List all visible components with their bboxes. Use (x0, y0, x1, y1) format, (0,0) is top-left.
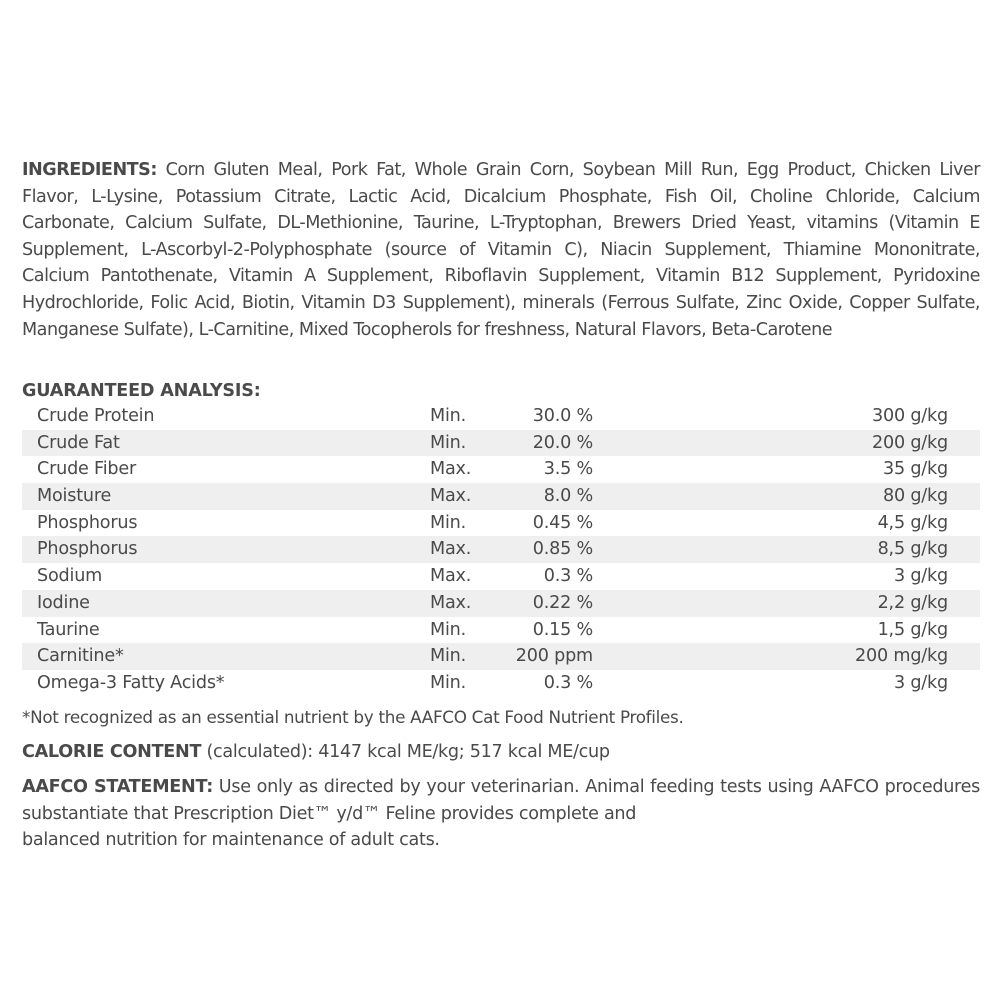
ingredients-paragraph (22, 157, 980, 343)
nutrient-metric: 200 g/kg (871, 432, 948, 453)
nutrient-metric: 3 g/kg (893, 672, 948, 693)
table-row (22, 617, 980, 644)
guaranteed-analysis-heading: GUARANTEED ANALYSIS: (22, 381, 261, 401)
nutrient-metric: 4,5 g/kg (877, 512, 948, 533)
ingredients-label: INGREDIENTS: (22, 160, 157, 180)
nutrient-name: Crude Fiber (37, 459, 137, 480)
nutrient-metric: 200 mg/kg (855, 646, 948, 667)
nutrient-percent: 8.0 % (543, 486, 593, 507)
nutrient-limit: Max. (430, 459, 472, 480)
calorie-content-label: CALORIE CONTENT (22, 742, 202, 762)
nutrient-metric: 35 g/kg (882, 459, 948, 480)
nutrient-percent: 0.85 % (532, 539, 593, 560)
nutrient-percent: 0.3 % (543, 566, 593, 587)
calorie-content-value: 4147 kcal ME/kg; 517 kcal ME/cup (312, 742, 610, 762)
nutrient-name: Moisture (37, 486, 112, 507)
nutrient-limit: Min. (430, 672, 467, 693)
table-row (22, 456, 980, 483)
footnote: *Not recognized as an essential nutrient by the AAFCO Cat Food Nutrient Profiles. (22, 707, 684, 727)
nutrient-name: Crude Protein (37, 406, 155, 426)
table-row (22, 430, 980, 457)
nutrient-metric: 8,5 g/kg (877, 539, 948, 560)
nutrient-limit: Max. (430, 539, 472, 560)
table-row (22, 590, 980, 617)
calorie-content-qualifier: (calculated): (201, 742, 313, 762)
nutrient-name: Sodium (37, 566, 103, 587)
table-row (22, 403, 980, 430)
nutrient-limit: Max. (430, 592, 472, 613)
table-row (22, 643, 980, 670)
aafco-statement (22, 774, 980, 854)
table-row (22, 670, 980, 697)
aafco-statement-last-line: balanced nutrition for maintenance of adult cats. (22, 830, 440, 851)
nutrient-percent: 3.5 % (543, 459, 593, 480)
nutrient-limit: Min. (430, 646, 467, 667)
nutrient-limit: Min. (430, 406, 467, 426)
nutrient-percent: 20.0 % (532, 432, 593, 453)
nutrient-metric: 2,2 g/kg (877, 592, 948, 613)
nutrient-name: Phosphorus (37, 539, 138, 560)
calorie-content (22, 739, 610, 765)
nutrient-percent: 0.3 % (543, 672, 593, 693)
nutrient-name: Taurine (37, 619, 100, 640)
nutrient-name: Phosphorus (37, 512, 138, 533)
table-row (22, 536, 980, 563)
nutrient-percent: 30.0 % (532, 406, 593, 426)
guaranteed-analysis-table (22, 403, 980, 697)
nutrient-limit: Max. (430, 486, 472, 507)
aafco-statement-label: AAFCO STATEMENT: (22, 777, 213, 797)
nutrient-percent: 0.15 % (532, 619, 593, 640)
nutrient-name: Omega-3 Fatty Acids* (37, 672, 225, 693)
nutrient-name: Crude Fat (37, 432, 120, 453)
aafco-statement-text: Use only as directed by your veterinarian. Animal feeding tests using AAFCO procedures substantiate that Prescription Diet™ y/d™ Feline provides complete and (22, 777, 980, 824)
nutrient-name: Iodine (37, 592, 90, 613)
nutrient-metric: 80 g/kg (882, 486, 948, 507)
ingredients-text: Corn Gluten Meal, Pork Fat, Whole Grain Corn, Soybean Mill Run, Egg Product, Chicken Liver Flavor, L-Lysine, Potassium Citrate, Lactic Acid, Dicalcium Phosphate, Fish Oil, Choline Chloride, Calcium Carbonate, Calcium Sulfate, DL-Methionine, Taurine, L-Tryptophan, Brewers Dried Yeast, vitamins (Vitamin E Supplement, L-Ascorbyl-2-Polyphosphate (source of Vitamin C), Niacin Supplement, Thiamine Mononitrate, Calcium Pantothenate, Vitamin A Supplement, Riboflavin Supplement, Vitamin B12 Supplement, Pyridoxine Hydrochloride, Folic Acid, Biotin, Vitamin D3 Supplement), minerals (Ferrous Sulfate, Zinc Oxide, Copper Sulfate, Manganese Sulfate), L-Carnitine, Mixed Tocopherols for freshness, Natural Flavors, Beta-Carotene (22, 160, 980, 340)
nutrient-percent: 0.45 % (532, 512, 593, 533)
nutrient-limit: Min. (430, 619, 467, 640)
nutrient-percent: 0.22 % (532, 592, 593, 613)
nutrient-limit: Min. (430, 512, 467, 533)
nutrient-limit: Min. (430, 432, 467, 453)
table-row (22, 510, 980, 537)
table-row (22, 483, 980, 510)
nutrient-percent: 200 ppm (515, 646, 593, 667)
nutrient-metric: 3 g/kg (893, 566, 948, 587)
table-row (22, 563, 980, 590)
nutrient-metric: 1,5 g/kg (877, 619, 948, 640)
nutrient-metric: 300 g/kg (871, 406, 948, 426)
nutrient-limit: Max. (430, 566, 472, 587)
nutrient-name: Carnitine* (37, 646, 124, 667)
